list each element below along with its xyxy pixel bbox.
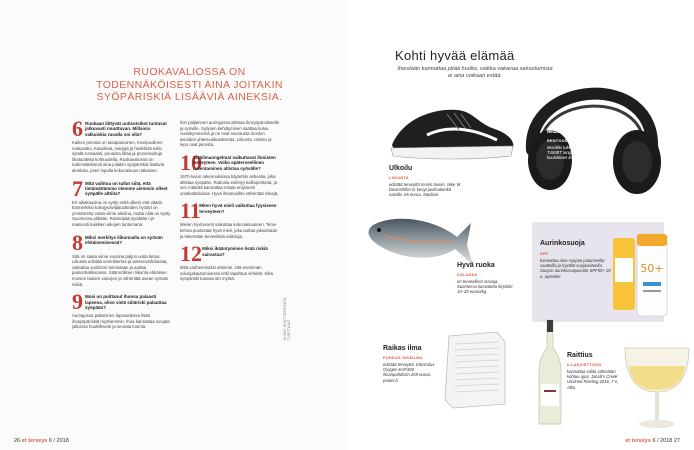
qa-question: Miten hyvä mieli vaikuttaa fyysiseen terveyteen? (199, 203, 277, 214)
salmon-fish-icon (365, 205, 475, 270)
product-title-outdoor: Ulkoilu (389, 165, 413, 172)
text-column-2 (180, 120, 280, 288)
product-tag-music: RENTOUDU MUSIIKIN (547, 139, 592, 143)
product-title-music: Musiikki (547, 128, 575, 135)
product-title-sunscreen: Aurinkosuoja (540, 240, 585, 247)
pull-quote: RUOKAVALIOSSA ON TODENNÄKÖISESTI AINA JOITAKIN SYÖPÄRISKIÄ LISÄÄVIÄ AINEKSIA. (96, 66, 283, 103)
qa-question: Sisäilmaongelmat vaikuttavat ihmisten terveyteen. Voiko epäterveellinen rakentaminen altistaa syövälle? (193, 154, 276, 171)
intro-paragraph: Ilon paljainnen auringossa altistaa ihosyöpä-tokselle ja syöville. Syöpien kehittymisen saattaa kuluu vuosikymmeniä ja ne ovat seurausta monien asioiden yhteisvaikutuksesta. Liikunta, ravinto ja lepo ovat perusta. (180, 120, 280, 148)
product-tag-air: PUHDAS SISÄILMA (383, 356, 423, 360)
product-desc-outdoor: edistää terveyttä monin tavoin. Nike W Downshifter 8, kevyt juoksukenkä naisille, 65 euroa, Stadium. (389, 182, 461, 198)
qa-question: Mosi on puittanut ihonsa palaasti lapsena, olivo vielä siitäriski palauttaa syöpään? (85, 294, 167, 310)
page-number: 27 (673, 438, 680, 444)
issue-number: 6 / 2018 (48, 438, 69, 444)
right-folio (625, 438, 680, 444)
product-desc-sobriety: kannattaa valita vähintään kohtuu ajoa. Jacob's Creek Unvined Riesling 2016, 7 e, Alko. (567, 369, 619, 390)
headphones-icon (512, 50, 672, 200)
qa-answer: Auringossa palaminen lapsuudessa lisää ihosyöpäriskiä myöhemmin. Ihoa kannattaa suojata jatkossa huolellisesti ja seurata luomia. (72, 313, 170, 330)
left-folio (14, 438, 69, 444)
product-title-food: Hyvä ruoka (457, 262, 495, 269)
qa-number: 8 (72, 229, 83, 255)
svg-text:50+: 50+ (640, 262, 664, 275)
qa-item (180, 198, 280, 239)
qa-number: 10 (180, 149, 202, 175)
product-title-sobriety: Raittius (567, 352, 593, 359)
qa-item (72, 289, 172, 330)
qa-question: Miksi merkitys liikunnalla on syövän ehkäisemisessä? (85, 234, 163, 245)
qa-answer: Mitä vanhemmaksi elämme, sitä enemmän solunjakautumisessa ehtii tapahtua virheitä. Siksi syöpäriski kasvaa iän myötä. (180, 265, 274, 282)
product-desc-sunscreen: kannattaa aina suojata palamiselta vaatteilla ja hyvällä suojavoiteella. Sunpro aurinkosuojavoide SPF50+ 20 e, apteekki. (540, 258, 611, 279)
qa-item (72, 229, 172, 288)
qa-number: 7 (72, 175, 83, 201)
running-shoe-icon (387, 100, 517, 162)
qa-question: Ruokaan liittyvät uutisotsikot tuntuvat jatkuvasti muuttuvan. Millaisia valkuiskia ruoalla voi olla? (85, 121, 167, 137)
product-tag-outdoor: LIIKUNTA (389, 176, 409, 180)
photo-credit: KUVAT SHUTTERSTOCK, TUOTTAJAT (283, 296, 291, 340)
qa-item (180, 241, 280, 282)
product-desc-food: on terveellisiä rasvoja. Suomessa kasvatettu kirjolohi 10–20 euroa/kg. (457, 279, 513, 295)
qa-answer: Eri aikakausina on syöty sekä olkein että väärin. Esimerkiksi kokojyväviljatuotteiden hyödyt on ymmärretty vasta viime aikoina, mutta niitä on syöty Suomessa pitkään. Ruisleipää syödään nyt mainiosti kaikkien aikojen tuntemana. (72, 199, 171, 227)
product-desc-air: edistää terveyttä. Electrolux Oxygen EAP300 -ilmanpuhdistin 269 euroa, power.fi. (383, 362, 435, 383)
right-page (347, 0, 694, 450)
wine-glass-icon (619, 340, 694, 430)
sunscreen-bottle-icon (609, 230, 679, 320)
product-title-air: Raikas ilma (383, 345, 422, 352)
qa-item (72, 175, 172, 228)
magazine-name: et terveys (21, 438, 48, 444)
shopping-title: Kohti hyvää elämää (395, 48, 515, 63)
qa-item (72, 116, 172, 174)
qa-number: 6 (72, 116, 83, 141)
qa-question: Mitä vaihtoa on tullut siitä, että tietämättämme olemme aiemmin olleet syöpälle alttiita? (85, 180, 168, 197)
magazine-name: et terveys (625, 438, 651, 444)
page-number: 26 (14, 438, 21, 444)
qa-answer: Kaiken perusta on tasapainoinen, monipuolinen ruokavalio. Kasviksia, marjoja ja hedelmiä tulisi syödä runsaasti, punaista lihaa ja prosessoituja lihatuotteita kohtuudella. Ruokavaliossa on todennäköisesti aina joitakin syöpäriskiä lisääviä aineksia, joten lopulla kokonaisuus ratkaisee. (72, 140, 164, 173)
qa-question: Miksi ikääntyminen lisää riskiä sairastua? (202, 246, 268, 257)
product-tag-food: KALASSA (457, 273, 478, 277)
qa-answer: 1970-luvun rakennuksissa käytettiin asbestia, joka altistaa syöpään. Radonia esiintyy kallioperässä, ja sen määrää kannattaa mitata erityisesti omakotitaloissa. Hyvä ilmanvaihto vähentää riskejä. (180, 173, 279, 196)
qa-answer: Sitä on saatu viime vuosina paljon uutta tietoa. Liikunta edistää verenkiertoa ja aineenvaihduntaa, vaikuttaa suoliston toimintaan ja auttaa painonhallinnassa. Säännöllinen liikunta ehkäisee monien tautien vaivojen ja vähentää usean syövän riskiä. (72, 253, 169, 287)
product-tag-sobriety: ILLANVIETTOON (567, 363, 602, 367)
qa-number: 12 (180, 241, 202, 267)
text-column-1 (72, 116, 172, 336)
wine-bottle-icon (537, 318, 563, 428)
air-purifier-icon (439, 330, 509, 410)
qa-answer: Mielen hyvinvointi vaikuttaa kokonaisuuteen. Terve kehoa puolustaa hyvä mieli, joka auttaa jaksamaan ja tekemään terveellisiä valintoja. (180, 222, 278, 239)
product-tag-sunscreen: SPF (540, 252, 549, 256)
shopping-subtitle: Itsestään kannattaa pitää huolta, vaikka vakavaa sairastumista ei aina voikaan estää. (397, 66, 553, 79)
issue-number: 6 / 2018 (652, 438, 673, 444)
qa-number: 9 (72, 289, 83, 315)
qa-item (180, 149, 280, 196)
product-desc-music: Musiikki tukkeuttaa mieltä. JBL T450BT langattomat on-ear -kuulokkeet 40 e, Gigantti. (547, 145, 605, 161)
qa-number: 11 (180, 198, 201, 224)
